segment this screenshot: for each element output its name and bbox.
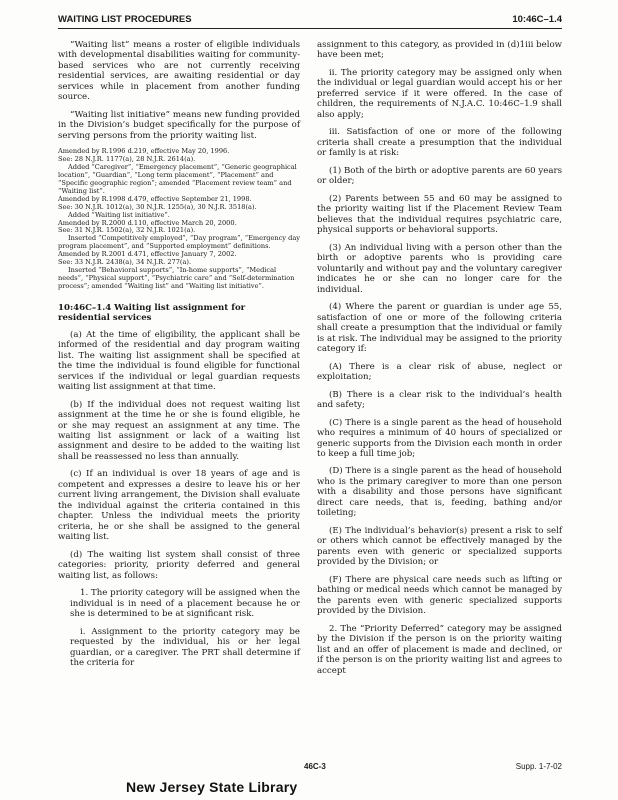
amendment-line: Amended by R.2001 d.471, effective January 7, 2002.: [58, 250, 237, 259]
paragraph-d-2: 2. The “Priority Deferred” category may be assigned by the Division if the person is on the priority waiting list and an offer of placement is made and declined, or if the person is on the priority waiting list and agrees to accept: [317, 623, 562, 676]
criterion-1: (1) Both of the birth or adoptive parents are 60 years or older;: [317, 165, 562, 187]
paragraph-ii: ii. The priority category may be assigned only when the individual or legal guardian would accept his or her preferred service if it were offered. In the case of children, the requirements of N.J.A.C. 10:46C–1.9 shall also apply;: [317, 67, 562, 120]
paragraph-d-1-i: i. Assignment to the priority category may be requested by the individual, his or her legal guardian, or a caregiver. The PRT shall determine if the criteria for: [70, 626, 300, 669]
amendment-line: See: 30 N.J.R. 1012(a), 30 N.J.R. 1255(a), 30 N.J.R. 3518(a).: [58, 202, 257, 211]
criterion-2: (2) Parents between 55 and 60 may be assigned to the priority waiting list if the Placement Review Team believes that the individual requires psychiatric care, physical supports or behavioral supports.: [317, 193, 562, 236]
amendment-line: See: 33 N.J.R. 2438(a), 34 N.J.R. 277(a).: [58, 258, 192, 267]
criterion-f: (F) There are physical care needs such as lifting or bathing or medical needs which cannot be managed by the parents even with generic specialized supports provided by the Division.: [317, 574, 562, 617]
header-section-number: 10:46C–1.4: [512, 14, 562, 25]
left-column: [58, 40, 300, 676]
amendment-line: See: 31 N.J.R. 1502(a), 32 N.J.R. 1021(a).: [58, 226, 196, 235]
amendment-line: See: 28 N.J.R. 1177(a), 28 N.J.R. 2614(a).: [58, 155, 196, 164]
amendment-history: [58, 148, 300, 290]
amendment-line: Added “Waiting list initiative”.: [68, 210, 170, 219]
running-header: [58, 14, 562, 29]
paragraph-continuation: assignment to this category, as provided in (d)1iii below have been met;: [317, 40, 562, 61]
page-footer: [58, 762, 562, 776]
criterion-d: (D) There is a single parent as the head of household who is the primary caregiver to more than one person with a disability and those persons have significant direct care needs, that is, feeding, bathing and/or toileting;: [317, 466, 562, 519]
amendment-line: Inserted “Competitively employed”, “Day program”, “Emergency day program placement”, and “Supported employment” definitions.: [58, 234, 300, 251]
right-column: [317, 40, 562, 683]
criterion-4: (4) Where the parent or guardian is under age 55, satisfaction of one or more of the following criteria shall create a presumption that the individual or family is at risk. The individual may be assigned to the priority category if:: [317, 302, 562, 355]
paragraph-b: (b) If the individual does not request waiting list assignment at the time he or she is found eligible, he or she may request an assignment at any time. The waiting list assignment or lack of a waiting list assignment and desire to be added to the waiting list shall be reassessed no less than annually.: [58, 399, 300, 462]
amendment-line: Amended by R.2000 d.110, effective March 20, 2000.: [58, 218, 237, 227]
paragraph-c: (c) If an individual is over 18 years of age and is competent and expresses a desire to leave his or her current living arrangement, the Division shall evaluate the individual against the criteria contained in this chapter. Unless the individual meets the priority criteria, he or she shall be assigned to the general waiting list.: [58, 469, 300, 543]
criterion-a: (A) There is a clear risk of abuse, neglect or exploitation;: [317, 361, 562, 383]
amendment-line: Added “Caregiver”, “Emergency placement”, “Generic geographical location”, “Guardian”, “Long term placement”, “Placement” and “Specific geographic region”; amended “Placement review team” and “Waiting list”.: [58, 163, 297, 195]
supplement-date: Supp. 1-7-02: [515, 762, 562, 771]
paragraph-d: (d) The waiting list system shall consist of three categories: priority, priority deferred and general waiting list, as follows:: [58, 549, 300, 581]
criterion-b: (B) There is a clear risk to the individual’s health and safety;: [317, 389, 562, 411]
amendment-line: Inserted “Behavioral supports”, “In-home supports”, “Medical needs”, “Physical support”, “Psychiatric care” and “Self-determination process”; amended “Waiting list” and “Waiting list initiative”.: [58, 265, 295, 290]
section-heading: 10:46C–1.4 Waiting list assignment for residential services: [58, 302, 246, 324]
amendment-line: Amended by R.1998 d.479, effective September 21, 1998.: [58, 194, 252, 203]
paragraph-d-1: 1. The priority category will be assigned when the individual is in need of a placement because he or she is determined to be at significant risk.: [70, 588, 300, 620]
definition-waiting-list-initiative: “Waiting list initiative” means new funding provided in the Division’s budget specifically for the purpose of serving persons from the priority waiting list.: [58, 109, 300, 141]
paragraph-a: (a) At the time of eligibility, the applicant shall be informed of the residential and day program waiting list. The waiting list assignment shall be specified at the time the individual is found eligible for functional services if the individual or legal guardian requests waiting list assignment at that time.: [58, 329, 300, 393]
paragraph-iii: iii. Satisfaction of one or more of the following criteria shall create a presumption that the individual or family is at risk:: [317, 127, 562, 159]
definition-waiting-list: “Waiting list” means a roster of eligible individuals with developmental disabilities waiting for community-based services who are not currently receiving residential services, are awaiting residential or day services while in placement from another funding source.: [58, 40, 300, 103]
criterion-e: (E) The individual’s behavior(s) present a risk to self or others which cannot be effectively managed by the parents even with generic or specialized supports provided by the Division; or: [317, 525, 562, 568]
library-stamp: New Jersey State Library: [126, 779, 298, 795]
criterion-3: (3) An individual living with a person other than the birth or adoptive parents who is providing care voluntarily and without pay and the voluntary caregiver indicates he or she can no longer care for the individual.: [317, 242, 562, 295]
criterion-c: (C) There is a single parent as the head of household who requires a minimum of 40 hours of specialized or generic supports from the Division each month in order to keep a full time job;: [317, 417, 562, 459]
page-number: 46C-3: [304, 762, 326, 771]
header-title: WAITING LIST PROCEDURES: [58, 14, 192, 25]
amendment-line: Amended by R.1996 d.219, effective May 20, 1996.: [58, 147, 230, 156]
